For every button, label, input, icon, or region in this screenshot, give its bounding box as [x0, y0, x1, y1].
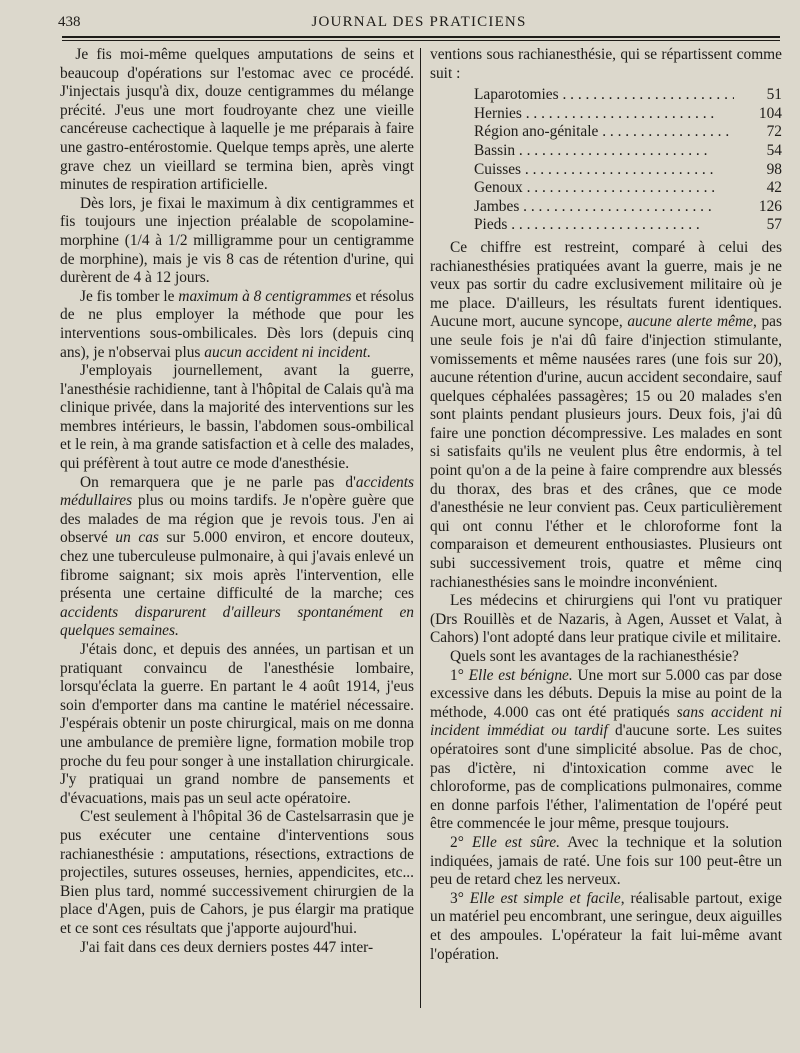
header-rule-thick [62, 36, 780, 38]
list-item: Jambes . . . 126 [474, 198, 782, 217]
paragraph: On remarquera que je ne parle pas d'accidents médullaires plus ou moins tardifs. Je n'opère guère que des malades de ma région que je revois tous. J'en ai observé un cas sur 5.000 environ, et encore douteux, chez une tuberculeuse pulmonaire, à qui j'avais enlevé un fibrome saignant; six mois après l'intervention, elle présenta une certaine difficulté de la marche; ces accidents disparurent d'ailleurs spontanément en quelques semaines. [60, 473, 414, 640]
paragraph: 2° Elle est sûre. Avec la technique et la solution indiquées, jamais de raté. Une fois sur 100 peut-être un peu de retard chez les nerveux. [430, 833, 783, 889]
list-item: Hernies . . . 104 [474, 105, 782, 124]
list-item: Laparotomies . . . 51 [474, 86, 782, 105]
paragraph: J'employais journellement, avant la guerre, l'anesthésie rachidienne, tant à l'hôpital de Calais qu'à ma clinique privée, dans la majorité des interventions sur les membres intérieurs, le bassin, l'abdomen sous-ombilical et le rein, à ma grande satisfaction et à celle des malades, qui préfèrent à tout autre ce mode d'anesthésie. [60, 362, 414, 473]
paragraph: ventions sous rachianesthésie, qui se répartissent comme suit : [430, 46, 782, 82]
paragraph: Ce chiffre est restreint, comparé à celui des rachianesthésies pratiquées avant la guerre, mais je ne veux pas sortir du cadre exclusivement militaire où je me place. D'ailleurs, les résultats furent identiques. Aucune mort, aucune syncope, aucune alerte même, pas une seule fois je n'ai dû faire d'injection stimulante, vomissements et même nausées rares (une fois sur 20), aucune rétention d'urine, aucun accident secondaire, sauf quelques céphalées passagères; 15 ou 20 malades s'en sont plaints pendant plusieurs jours. Deux fois, j'ai dû faire une ponction décompressive. Les malades en sont si satisfaits qu'ils ne veulent plus être endormis, à tel point qu'on a de la peine à faire comprendre aux blessés du thorax, des bras et des crânes, que ce mode d'anesthésie ne leur convient pas. Ceux particulièrement qui ont connu l'éther et le chloroforme font la comparaison et demeurent enthousiastes. Plusieurs ont subi successivement trois, quatre et même cinq rachianesthésies sans le moindre inconvénient. [430, 238, 782, 591]
right-column [430, 46, 782, 964]
paragraph: Quels sont les avantages de la rachianesthésie? [450, 648, 739, 665]
paragraph: J'ai fait dans ces deux derniers postes 447 inter- [80, 938, 374, 956]
paragraph: 1° Elle est bénigne. Une mort sur 5.000 cas par dose excessive dans les débuts. Depuis la mise au point de la méthode, 4.000 cas ont été pratiqués sans accident ni incident immédiat ou tardif d'aucune sorte. Les suites opératoires sont d'une simplicité absolue. Pas de choc, pas d'ictère, ni d'intoxication comme avec le chloroforme, pas de complications pulmonaires, comme en donne parfois l'éther, l'alimentation de l'opéré peut être commencée le jour même, presque toujours. [430, 666, 783, 833]
header-rule-thin [62, 40, 780, 41]
list-item: Région ano-génitale . . . 72 [474, 123, 782, 142]
page-number: 438 [58, 14, 81, 30]
column-divider [420, 48, 421, 1008]
page-header [58, 14, 780, 36]
list-item: Bassin . . . 54 [474, 142, 782, 161]
list-item: Cuisses . . . 98 [474, 161, 782, 180]
paragraph: J'étais donc, et depuis des années, un partisan et un pratiquant convaincu de l'anesthésie lombaire, lorsqu'éclata la guerre. En partant le 4 août 1914, j'eus soin d'emporter dans ma cantine le matériel nécessaire. J'espérais obtenir un poste chirurgical, mais on me donna une ambulance de première ligne, formation mobile trop proche du feu pour songer à une installation chirurgicale. J'y pratiquai un grand nombre de pansements et d'évacuations, mais pas un seul acte opératoire. [60, 641, 414, 807]
paragraph: 3° Elle est simple et facile, réalisable partout, exige un matériel peu encombrant, une seringue, deux aiguilles et des ampoules. L'opérateur la fait lui-même avant l'opération. [430, 889, 783, 963]
list-item: Pieds . . . 57 [474, 216, 782, 235]
list-item: Genoux . . . 42 [474, 179, 782, 198]
paragraph: Je fis tomber le maximum à 8 centigrammes et résolus de ne plus employer la méthode que pour les interventions sous-ombilicales. Dès lors (depuis cinq ans), je n'observai plus aucun accident ni incident. [60, 287, 414, 361]
paragraph: Les médecins et chirurgiens qui l'ont vu pratiquer (Drs Rouillès et de Nazaris, à Agen, Ausset et Valat, à Cahors) l'ont adopté dans leur pratique civile et militaire. [430, 592, 782, 647]
paragraph: C'est seulement à l'hôpital 36 de Castelsarrasin que je pus exécuter une centaine d'interventions sous rachianesthésie : amputations, résections, extractions de projectiles, sutures osseuses, hernies, appendicites, etc... Bien plus tard, nommé successivement chirurgien de la place d'Agen, puis de Cahors, je pus élargir ma pratique et ce sont ces résultats que j'apporte aujourd'hui. [60, 808, 414, 937]
left-column [60, 46, 414, 957]
running-title: JOURNAL DES PRATICIENS [311, 14, 527, 30]
statistics-list [430, 86, 782, 235]
paragraph: Dès lors, je fixai le maximum à dix centigrammes et fis toujours une injection préalable de scopolamine-morphine (1/4 à 1/2 milligramme pour un centigramme de morphine), mais je vis 8 cas de rétention d'urine, qui durèrent de 4 à 12 jours. [60, 194, 414, 287]
paragraph: Je fis moi-même quelques amputations de seins et beaucoup d'opérations sur l'estomac avec ce procédé. J'injectais jusqu'à dix, douze centigrammes du mélange précité. J'eus une mort foudroyante chez une vieille cancéreuse cachectique à laquelle je me préparais à faire une gastro-entérostomie. Quelque temps après, une alerte grave chez un vieillard se termina bien, après vingt minutes de respiration artificielle. [60, 46, 414, 194]
